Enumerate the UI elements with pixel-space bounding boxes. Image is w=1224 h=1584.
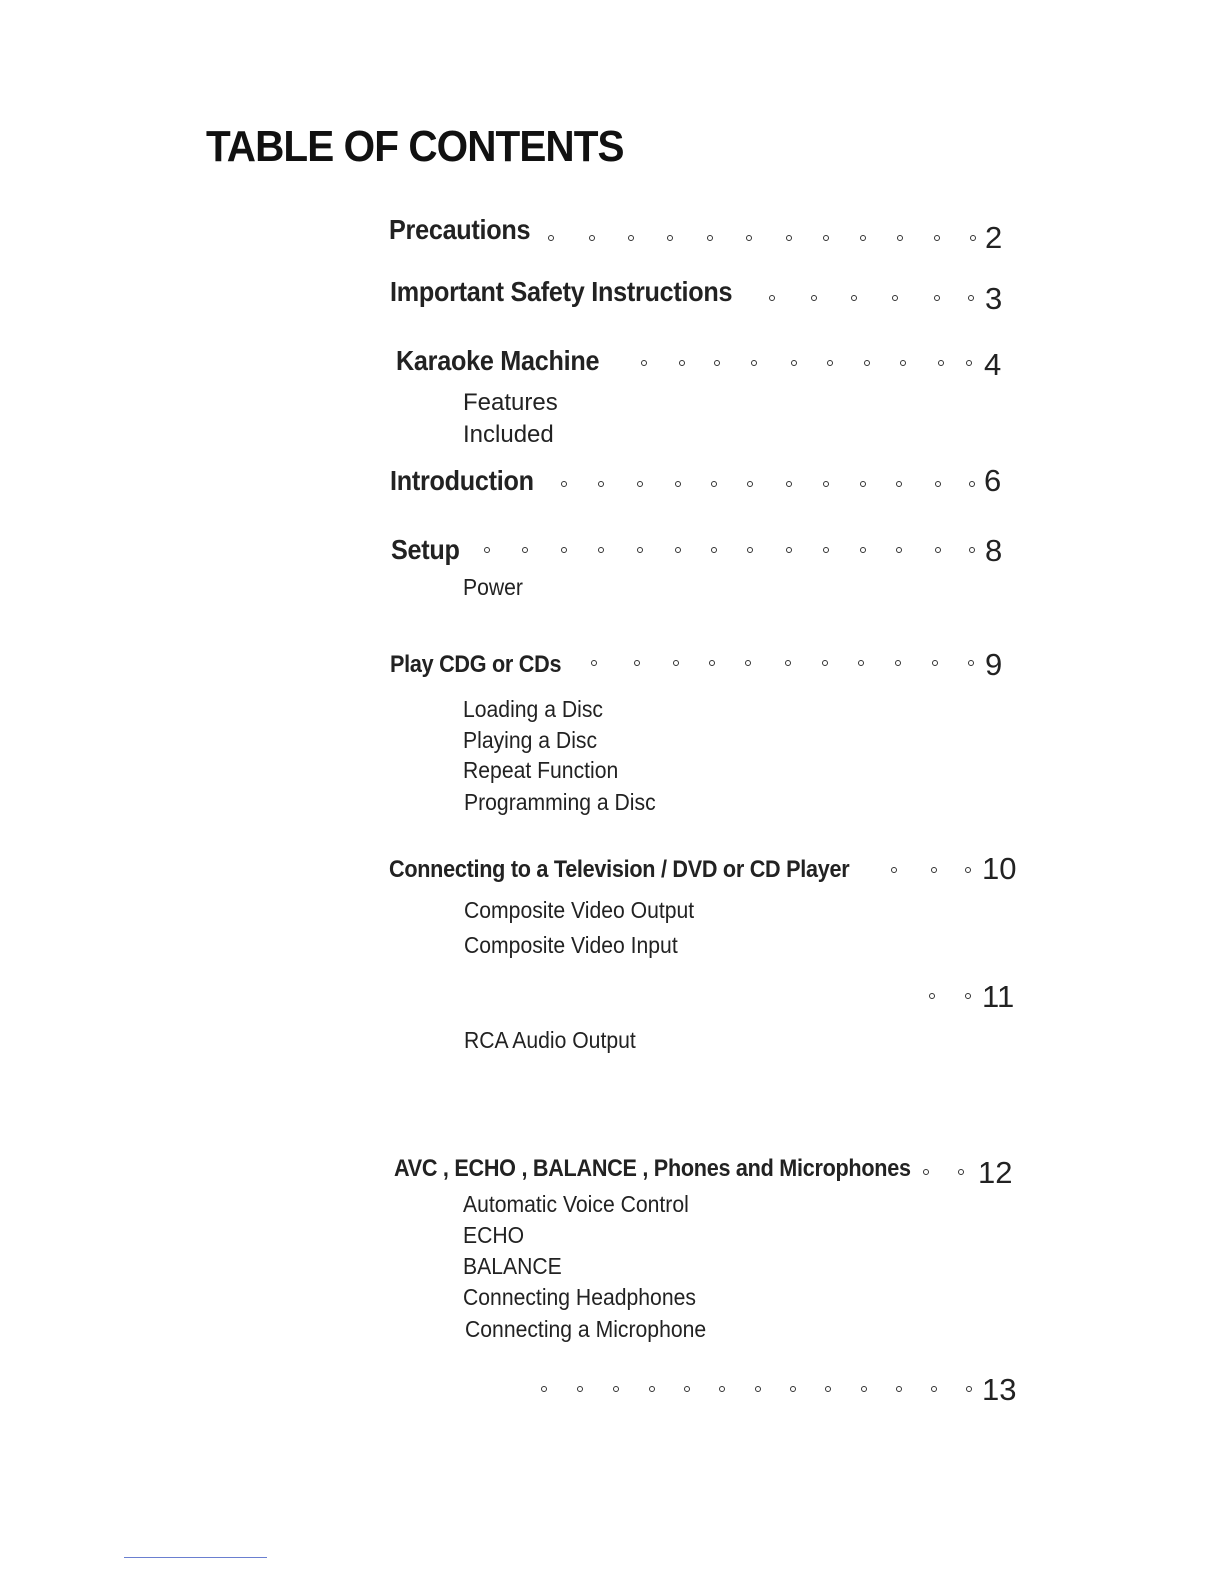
toc-subitem: Included bbox=[463, 421, 554, 448]
leader-dot bbox=[634, 660, 640, 666]
toc-subitem: Features bbox=[463, 389, 558, 416]
leader-dot bbox=[667, 235, 673, 241]
toc-subitem: Connecting a Microphone bbox=[465, 1316, 707, 1342]
leader-dot bbox=[675, 481, 681, 487]
leader-dot bbox=[860, 547, 866, 553]
toc-subitem: Automatic Voice Control bbox=[463, 1191, 689, 1217]
leader-dot bbox=[684, 1386, 690, 1392]
leader-dot bbox=[895, 660, 901, 666]
leader-dot bbox=[931, 867, 937, 873]
leader-dot bbox=[747, 547, 753, 553]
toc-subitem: ECHO bbox=[463, 1222, 525, 1248]
leader-dot bbox=[649, 1386, 655, 1392]
toc-subitem: Repeat Function bbox=[463, 757, 619, 783]
leader-dot bbox=[823, 547, 829, 553]
leader-dot bbox=[827, 360, 833, 366]
leader-dot bbox=[711, 481, 717, 487]
toc-page-number: 11 bbox=[982, 979, 1015, 1014]
leader-dot bbox=[591, 660, 597, 666]
leader-dot bbox=[897, 235, 903, 241]
leader-dot bbox=[970, 235, 976, 241]
toc-heading: Karaoke Machine bbox=[396, 345, 600, 376]
leader-dot bbox=[969, 481, 975, 487]
toc-page-number: 6 bbox=[984, 463, 1002, 498]
leader-dot bbox=[679, 360, 685, 366]
leader-dot bbox=[561, 547, 567, 553]
leader-dot bbox=[598, 481, 604, 487]
leader-dot bbox=[891, 867, 897, 873]
toc-page-number: 13 bbox=[982, 1372, 1017, 1407]
leader-dot bbox=[628, 235, 634, 241]
leader-dot bbox=[958, 1169, 964, 1175]
leader-dot bbox=[892, 295, 898, 301]
leader-dot bbox=[966, 360, 972, 366]
leader-dot bbox=[637, 481, 643, 487]
leader-dot bbox=[934, 295, 940, 301]
leader-dot bbox=[968, 295, 974, 301]
leader-dot bbox=[932, 660, 938, 666]
leader-dot bbox=[923, 1169, 929, 1175]
leader-dot bbox=[938, 360, 944, 366]
toc-subitem: BALANCE bbox=[463, 1253, 562, 1279]
toc-subitem: Connecting Headphones bbox=[463, 1284, 696, 1310]
leader-dot bbox=[966, 1386, 972, 1392]
toc-page-number: 2 bbox=[985, 220, 1003, 255]
leader-dot bbox=[791, 360, 797, 366]
leader-dot bbox=[746, 235, 752, 241]
leader-dot bbox=[851, 295, 857, 301]
leader-dot bbox=[969, 547, 975, 553]
leader-dot bbox=[522, 547, 528, 553]
leader-dot bbox=[864, 360, 870, 366]
toc-page-number: 8 bbox=[985, 533, 1003, 568]
leader-dot bbox=[577, 1386, 583, 1392]
leader-dot bbox=[745, 660, 751, 666]
footer-rule bbox=[124, 1557, 267, 1558]
leader-dot bbox=[598, 547, 604, 553]
toc-heading: Play CDG or CDs bbox=[390, 651, 562, 678]
leader-dot bbox=[968, 660, 974, 666]
leader-dot bbox=[719, 1386, 725, 1392]
leader-dot bbox=[484, 547, 490, 553]
leader-dot bbox=[860, 235, 866, 241]
leader-dot bbox=[747, 481, 753, 487]
leader-dot bbox=[825, 1386, 831, 1392]
leader-dot bbox=[823, 481, 829, 487]
toc-page-number: 4 bbox=[984, 347, 1002, 382]
toc-subitem: RCA Audio Output bbox=[464, 1027, 636, 1053]
toc-page-number: 3 bbox=[985, 281, 1003, 316]
toc-subitem: Power bbox=[463, 574, 523, 600]
leader-dot bbox=[751, 360, 757, 366]
leader-dot bbox=[541, 1386, 547, 1392]
leader-dot bbox=[935, 481, 941, 487]
leader-dot bbox=[769, 295, 775, 301]
leader-dot bbox=[811, 295, 817, 301]
leader-dot bbox=[931, 1386, 937, 1392]
leader-dot bbox=[860, 481, 866, 487]
leader-dot bbox=[896, 547, 902, 553]
leader-dot bbox=[709, 660, 715, 666]
leader-dot bbox=[711, 547, 717, 553]
toc-page-number: 12 bbox=[978, 1155, 1013, 1190]
leader-dot bbox=[896, 481, 902, 487]
leader-dot bbox=[641, 360, 647, 366]
leader-dot bbox=[786, 481, 792, 487]
leader-dot bbox=[934, 235, 940, 241]
leader-dot bbox=[561, 481, 567, 487]
leader-dot bbox=[707, 235, 713, 241]
toc-heading: Introduction bbox=[390, 465, 534, 496]
leader-dot bbox=[785, 660, 791, 666]
leader-dot bbox=[673, 660, 679, 666]
leader-dot bbox=[929, 993, 935, 999]
toc-page-number: 10 bbox=[982, 851, 1017, 886]
leader-dot bbox=[675, 547, 681, 553]
leader-dot bbox=[965, 867, 971, 873]
toc-heading: Precautions bbox=[389, 214, 531, 245]
leader-dot bbox=[935, 547, 941, 553]
toc-page-number: 9 bbox=[985, 647, 1003, 682]
leader-dot bbox=[755, 1386, 761, 1392]
leader-dot bbox=[965, 993, 971, 999]
toc-subitem: Playing a Disc bbox=[463, 727, 598, 753]
leader-dot bbox=[858, 660, 864, 666]
leader-dot bbox=[823, 235, 829, 241]
toc-heading: AVC , ECHO , BALANCE , Phones and Microphones bbox=[394, 1155, 911, 1182]
leader-dot bbox=[786, 235, 792, 241]
toc-subitem: Programming a Disc bbox=[464, 789, 656, 815]
leader-dot bbox=[896, 1386, 902, 1392]
toc-heading: Connecting to a Television / DVD or CD Player bbox=[389, 856, 850, 883]
leader-dot bbox=[861, 1386, 867, 1392]
leader-dot bbox=[790, 1386, 796, 1392]
leader-dot bbox=[548, 235, 554, 241]
leader-dot bbox=[822, 660, 828, 666]
toc-subitem: Composite Video Input bbox=[464, 932, 678, 958]
toc-heading: Important Safety Instructions bbox=[390, 276, 733, 307]
leader-dot bbox=[589, 235, 595, 241]
toc-subitem: Composite Video Output bbox=[464, 897, 695, 923]
leader-dot bbox=[613, 1386, 619, 1392]
leader-dot bbox=[714, 360, 720, 366]
leader-dot bbox=[900, 360, 906, 366]
toc-subitem: Loading a Disc bbox=[463, 696, 603, 722]
page-title: TABLE OF CONTENTS bbox=[206, 122, 624, 171]
leader-dot bbox=[637, 547, 643, 553]
leader-dot bbox=[786, 547, 792, 553]
toc-heading: Setup bbox=[391, 534, 460, 565]
